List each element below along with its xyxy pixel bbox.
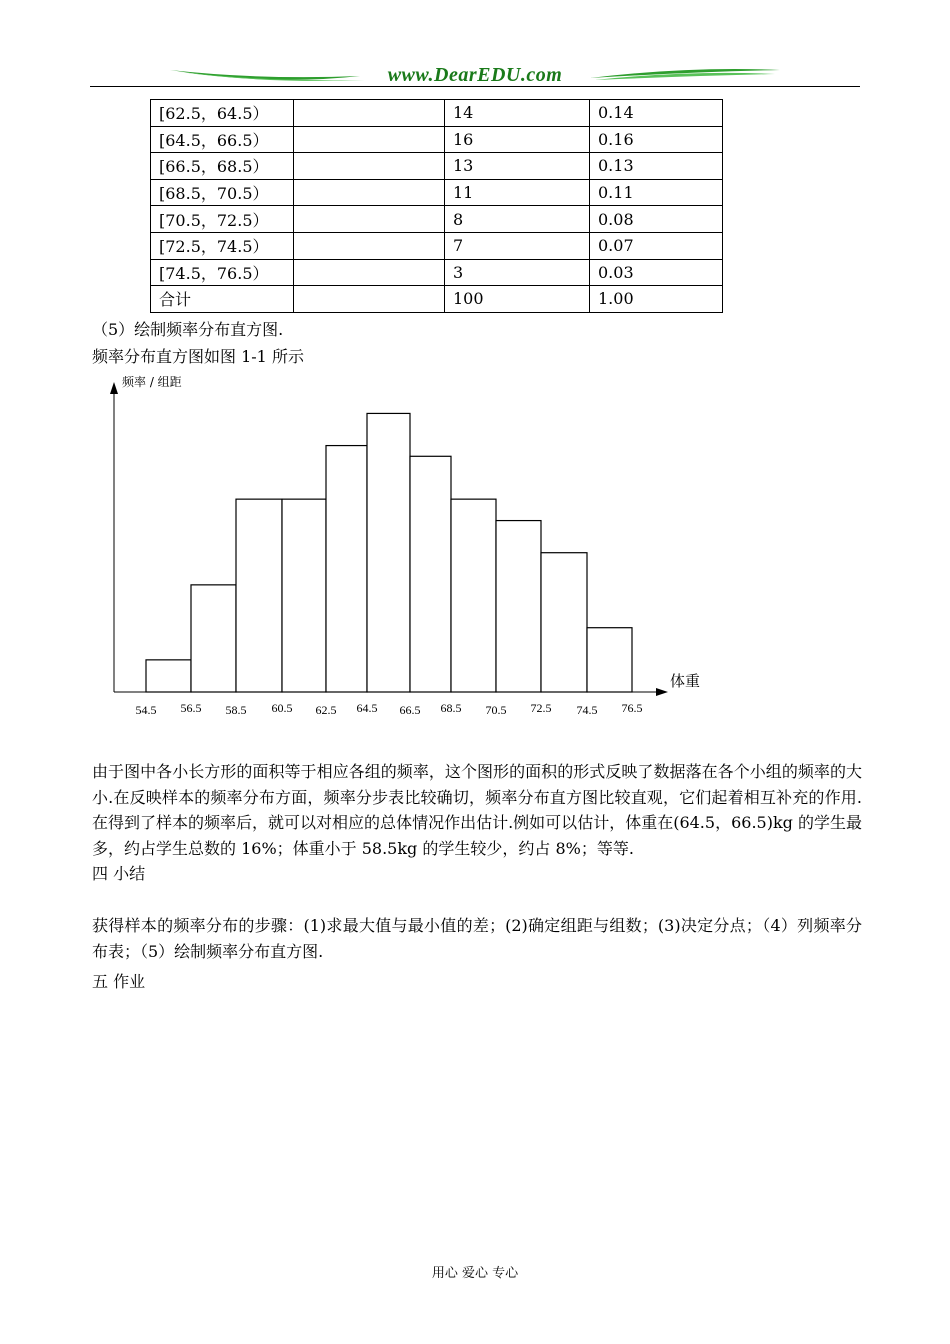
frequency-cell: 0.14 xyxy=(590,100,723,127)
histogram-chart xyxy=(90,370,730,730)
x-tick-label: 62.5 xyxy=(315,703,337,717)
tally-cell xyxy=(294,259,445,286)
count-cell: 14 xyxy=(445,100,590,127)
x-tick-label: 68.5 xyxy=(440,701,462,715)
count-cell: 3 xyxy=(445,259,590,286)
x-tick-label: 76.5 xyxy=(621,701,643,715)
frequency-table xyxy=(150,99,723,313)
page-header xyxy=(90,60,860,90)
frequency-cell: 1.00 xyxy=(590,286,723,313)
site-url: www.DearEDU.com xyxy=(387,64,563,86)
figure-caption: 频率分布直方图如图 1-1 所示 xyxy=(92,347,304,366)
frequency-cell: 0.07 xyxy=(590,232,723,259)
x-tick-label: 58.5 xyxy=(225,703,247,717)
y-axis-label: 频率 / 组距 xyxy=(122,375,182,389)
x-tick-label: 74.5 xyxy=(576,703,598,717)
x-tick-label: 54.5 xyxy=(135,703,157,717)
header-rule xyxy=(90,86,860,87)
histogram-bar xyxy=(191,585,236,692)
summary-paragraph: 获得样本的频率分布的步骤：(1)求最大值与最小值的差；(2)确定组距与组数；(3)决定分点；（4）列频率分布表；（5）绘制频率分布直方图. xyxy=(92,916,862,961)
section-homework-heading: 五 作业 xyxy=(92,972,146,991)
histogram-bar xyxy=(451,499,496,692)
frequency-cell: 0.11 xyxy=(590,179,723,206)
explanation-paragraph: 由于图中各小长方形的面积等于相应各组的频率，这个图形的面积的形式反映了数据落在各个小组的频率的大小.在反映样本的频率分布方面，频率分步表比较确切，频率分布直方图比较直观，它们起着相互补充的作用.在得到了样本的频率后，就可以对相应的总体情况作出估计.例如可以估计，体重在(64.5，66.5)kg 的学生最多，约占学生总数的 16%；体重小于 58.5kg 的学生较少，约占 8%；等等. xyxy=(92,762,862,858)
tally-cell xyxy=(294,100,445,127)
section-summary-heading: 四 小结 xyxy=(92,864,146,883)
x-tick-label: 60.5 xyxy=(271,701,293,715)
table-row xyxy=(151,206,723,233)
table-row xyxy=(151,100,723,127)
step5-text: （5）绘制频率分布直方图. xyxy=(92,320,284,339)
histogram-bar xyxy=(282,499,326,692)
group-cell: [64.5，66.5） xyxy=(151,126,294,153)
x-tick-label: 56.5 xyxy=(180,701,202,715)
count-cell: 7 xyxy=(445,232,590,259)
x-tick-label: 70.5 xyxy=(485,703,507,717)
histogram-bar xyxy=(326,446,367,692)
table-row xyxy=(151,259,723,286)
table-row xyxy=(151,232,723,259)
tally-cell xyxy=(294,286,445,313)
page-footer: 用心 爱心 专心 xyxy=(431,1266,519,1281)
table-row xyxy=(151,179,723,206)
frequency-cell: 0.03 xyxy=(590,259,723,286)
group-cell: 合计 xyxy=(151,286,294,313)
histogram-bar xyxy=(410,456,451,692)
group-cell: [66.5，68.5） xyxy=(151,153,294,180)
count-cell: 13 xyxy=(445,153,590,180)
group-cell: [62.5，64.5） xyxy=(151,100,294,127)
frequency-cell: 0.16 xyxy=(590,126,723,153)
table-row xyxy=(151,126,723,153)
x-axis-arrow xyxy=(656,688,668,696)
tally-cell xyxy=(294,153,445,180)
count-cell: 8 xyxy=(445,206,590,233)
histogram-bar xyxy=(496,521,541,692)
tally-cell xyxy=(294,206,445,233)
tally-cell xyxy=(294,126,445,153)
frequency-cell: 0.13 xyxy=(590,153,723,180)
group-cell: [68.5，70.5） xyxy=(151,179,294,206)
table-row xyxy=(151,153,723,180)
histogram-bar xyxy=(541,553,587,692)
y-axis-arrow xyxy=(110,382,118,394)
frequency-cell: 0.08 xyxy=(590,206,723,233)
table-row xyxy=(151,286,723,313)
group-cell: [74.5，76.5） xyxy=(151,259,294,286)
count-cell: 100 xyxy=(445,286,590,313)
group-cell: [70.5，72.5） xyxy=(151,206,294,233)
x-tick-label: 64.5 xyxy=(356,701,378,715)
count-cell: 11 xyxy=(445,179,590,206)
tally-cell xyxy=(294,179,445,206)
histogram-bar xyxy=(146,660,191,692)
histogram-bar xyxy=(236,499,282,692)
x-axis-label: 体重 xyxy=(670,672,701,690)
count-cell: 16 xyxy=(445,126,590,153)
x-tick-label: 72.5 xyxy=(530,701,552,715)
group-cell: [72.5，74.5） xyxy=(151,232,294,259)
histogram-bar xyxy=(367,413,410,692)
histogram-bar xyxy=(587,628,632,692)
x-tick-label: 66.5 xyxy=(399,703,421,717)
tally-cell xyxy=(294,232,445,259)
